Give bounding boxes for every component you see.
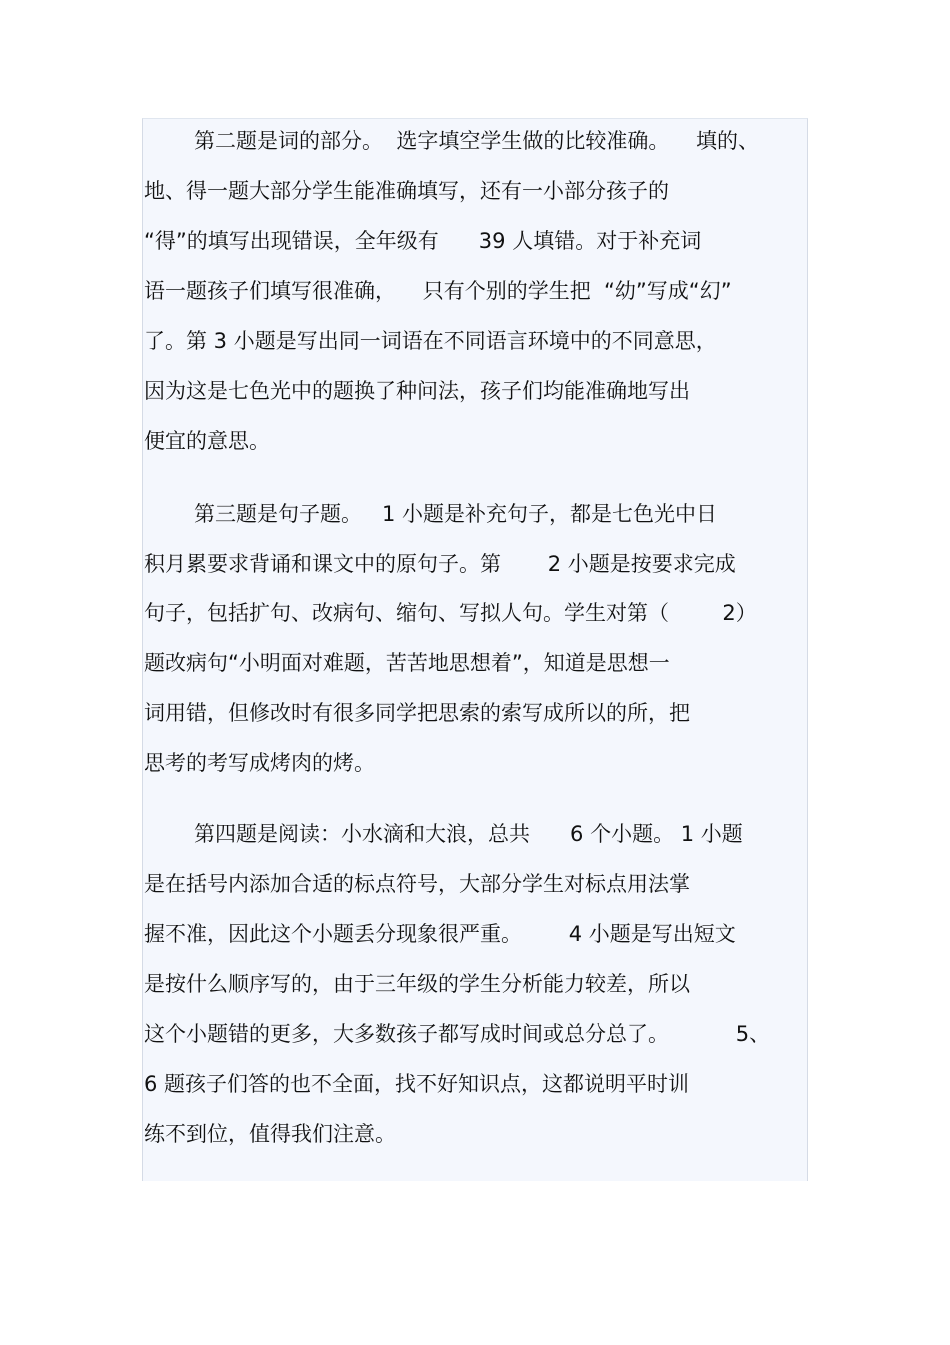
paragraph-1-line-6: 因为这是七色光中的题换了种问法，孩子们均能准确地写出	[144, 379, 690, 403]
paragraph-3-line-6: 6 题孩子们答的也不全面，找不好知识点，这都说明平时训	[144, 1072, 690, 1096]
paragraph-1-line-2: 地、得一题大部分学生能准确填写，还有一小部分孩子的	[144, 179, 669, 203]
paragraph-3-line-4: 是按什么顺序写的，由于三年级的学生分析能力较差，所以	[144, 972, 690, 996]
paragraph-3-line-3: 握不准，因此这个小题丢分现象很严重。 4 小题是写出短文	[144, 922, 736, 946]
paragraph-1-line-5: 了。第 3 小题是写出同一词语在不同语言环境中的不同意思，	[144, 329, 717, 353]
paragraph-1-line-4: 语一题孩子们填写很准确， 只有个别的学生把 “幼”写成“幻”	[144, 279, 732, 303]
paragraph-3-line-1: 第四题是阅读：小水滴和大浪，总共 6 个小题。 1 小题	[194, 822, 743, 846]
paragraph-3-line-7: 练不到位，值得我们注意。	[144, 1122, 396, 1146]
paragraph-2-line-6: 思考的考写成烤肉的烤。	[144, 751, 375, 775]
paragraph-3-line-5: 这个小题错的更多，大多数孩子都写成时间或总分总了。 5、	[144, 1022, 771, 1046]
paragraph-3-line-2: 是在括号内添加合适的标点符号，大部分学生对标点用法掌	[144, 872, 690, 896]
paragraph-2-line-4: 题改病句“小明面对难题，苦苦地思想着”，知道是思想一	[144, 651, 670, 675]
paragraph-2-line-1: 第三题是句子题。 1 小题是补充句子，都是七色光中日	[194, 502, 718, 526]
paragraph-2-line-2: 积月累要求背诵和课文中的原句子。第 2 小题是按要求完成	[144, 552, 736, 576]
paragraph-2-line-3: 句子，包括扩句、改病句、缩句、写拟人句。学生对第（ 2）	[144, 601, 757, 625]
paragraph-1-line-1: 第二题是词的部分。 选字填空学生做的比较准确。 填的、	[194, 129, 760, 153]
paragraph-2-line-5: 词用错，但修改时有很多同学把思索的索写成所以的所，把	[144, 701, 690, 725]
paragraph-1-line-3: “得”的填写出现错误，全年级有 39 人填错。对于补充词	[144, 229, 702, 253]
paragraph-1-line-7: 便宜的意思。	[144, 429, 270, 453]
